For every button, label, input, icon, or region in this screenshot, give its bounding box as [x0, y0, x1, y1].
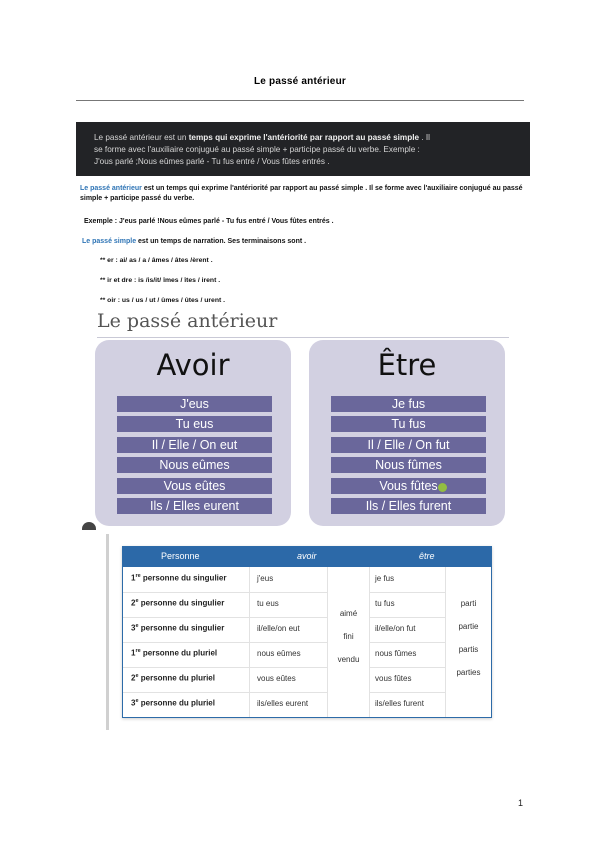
etre-cell: nous fûmes [375, 649, 417, 658]
avoir-cell: nous eûmes [257, 649, 301, 658]
etre-cell: je fus [375, 574, 395, 583]
avoir-panel [95, 340, 291, 526]
row-label: 1re personne du singulier [131, 573, 227, 583]
etre-panel [309, 340, 505, 526]
avoir-cell: il/elle/on eut [257, 624, 300, 633]
grid-line [123, 692, 327, 693]
header-personne: Personne [161, 551, 200, 561]
avoir-participle: aimé [339, 609, 358, 618]
avoir-cell: tu eus [257, 599, 279, 608]
grid-line [369, 692, 445, 693]
etre-form: Je fus [331, 396, 486, 412]
ending-er: ** er : ai/ as / a / âmes / âtes /èrent . [100, 257, 213, 264]
page-number: 1 [518, 798, 524, 808]
passe-simple-paragraph: Le passé simple est un temps de narration. Ses terminaisons sont . [82, 238, 307, 245]
video-control-icon [82, 522, 96, 530]
grid-line [327, 567, 328, 717]
etre-cell: tu fus [375, 599, 395, 608]
avoir-heading: Avoir [156, 348, 230, 382]
grid-line [123, 642, 327, 643]
page-title: Le passé antérieur [254, 76, 346, 87]
etre-participle: parties [456, 668, 481, 677]
grid-line [369, 642, 445, 643]
slide-divider [97, 337, 509, 338]
video-banner [76, 122, 530, 176]
avoir-form: Vous eûtes [117, 478, 272, 494]
grid-line [369, 617, 445, 618]
grid-line [445, 567, 446, 717]
etre-cell: il/elle/on fut [375, 624, 416, 633]
avoir-form: Il / Elle / On eut [117, 437, 272, 453]
etre-participle: partis [458, 645, 479, 654]
avoir-form: Ils / Elles eurent [117, 498, 272, 514]
etre-cell: ils/elles furent [375, 699, 424, 708]
row-label: 3e personne du pluriel [131, 698, 215, 708]
example-line: Exemple : J'eus parlé !Nous eûmes parlé - Tu fus entré / Vous fûtes entrés . [84, 218, 334, 225]
table-margin-bar [106, 534, 109, 730]
row-label: 3e personne du singulier [131, 623, 225, 633]
etre-form: Nous fûmes [331, 457, 486, 473]
grid-line [369, 592, 445, 593]
avoir-cell: ils/elles eurent [257, 699, 309, 708]
slide-title: Le passé antérieur [97, 310, 278, 332]
ending-ir-dre: ** ir et dre : is /is/it/ îmes / îtes / irent . [100, 277, 221, 284]
table-header [123, 547, 491, 567]
avoir-cell: j'eus [257, 574, 274, 583]
grid-line [369, 667, 445, 668]
grid-line [123, 667, 327, 668]
title-divider [76, 100, 524, 101]
header-etre: être [419, 551, 435, 561]
etre-cell: vous fûtes [375, 674, 412, 683]
grid-line [123, 592, 327, 593]
etre-form: Vous fûtes [331, 478, 486, 494]
avoir-participle: vendu [337, 655, 360, 664]
avoir-participle: fini [343, 632, 354, 641]
row-label: 2e personne du pluriel [131, 673, 215, 683]
ending-oir: ** oir : us / us / ut / ûmes / ûtes / urent . [100, 297, 226, 304]
etre-participle: partie [458, 622, 479, 631]
definition-paragraph: Le passé antérieur est un temps qui exprime l'antériorité par rapport au passé simple . Il se forme avec l'auxiliaire conjugué au passé simple + participe passé du verbe. [80, 185, 523, 202]
conjugation-table [122, 546, 492, 718]
etre-participle: parti [460, 599, 477, 608]
avoir-form: Tu eus [117, 416, 272, 432]
avoir-form: Nous eûmes [117, 457, 272, 473]
header-avoir: avoir [297, 551, 317, 561]
avoir-cell: vous eûtes [257, 674, 296, 683]
avoir-form: J'eus [117, 396, 272, 412]
etre-form: Tu fus [331, 416, 486, 432]
etre-form: Ils / Elles furent [331, 498, 486, 514]
conjugation-slide [89, 310, 515, 528]
etre-heading: Être [377, 348, 437, 382]
banner-text: Le passé antérieur est un temps qui exprime l'antériorité par rapport au passé simple . Il se forme avec l'auxiliaire conjugué au passé simple + participe passé du verbe. Exemple : J'ous parlé ;Nous eûmes parlé - Tu fus entré / Vous fûtes entrés . [94, 133, 430, 166]
etre-form: Il / Elle / On fut [331, 437, 486, 453]
row-label: 1re personne du pluriel [131, 648, 218, 658]
cursor-highlight-icon [438, 483, 447, 492]
row-label: 2e personne du singulier [131, 598, 225, 608]
grid-line [123, 617, 327, 618]
